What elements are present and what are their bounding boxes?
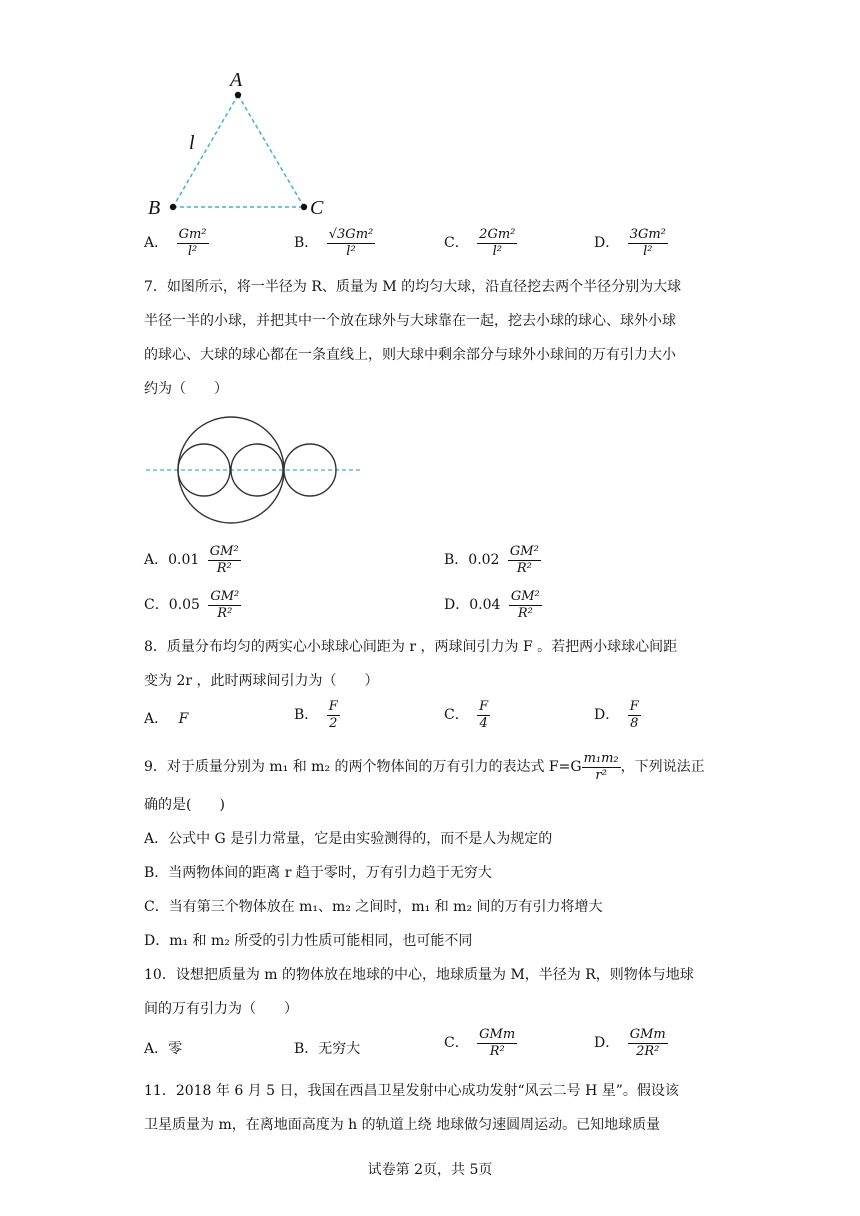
fraction <box>208 590 241 620</box>
q7-option-a[interactable] <box>144 545 241 575</box>
denominator: l² <box>643 243 653 259</box>
denominator: R² <box>216 560 232 576</box>
option-letter: B．0.02 <box>444 552 500 569</box>
option-letter: C． <box>444 1035 469 1052</box>
fraction <box>327 228 375 258</box>
point-b <box>170 204 176 210</box>
q8-option-b[interactable] <box>294 700 340 730</box>
denominator: 2 <box>329 715 338 731</box>
fraction <box>177 228 209 258</box>
q7-line-4: 约为（ ） <box>144 381 228 397</box>
q9-line-2: 确的是( ) <box>144 797 225 813</box>
side-ac <box>238 95 304 207</box>
numerator: F <box>328 699 338 714</box>
point-c <box>301 204 307 210</box>
label-a: A <box>230 69 243 91</box>
option-letter: D． <box>594 235 620 252</box>
numerator: 2Gm² <box>479 227 516 242</box>
q10-option-d[interactable] <box>594 1028 668 1058</box>
q7-option-d[interactable] <box>444 590 542 620</box>
q6-option-c[interactable] <box>444 228 517 258</box>
option-letter: C． <box>444 707 469 724</box>
q6-option-a[interactable] <box>144 228 209 258</box>
page-footer: 试卷第 2页，共 5页 <box>367 1162 493 1178</box>
denominator: 4 <box>479 715 488 731</box>
fraction <box>477 228 517 258</box>
denominator: R² <box>217 605 233 621</box>
fraction <box>508 545 541 575</box>
q9-line-1-tail: ，下列说法正 <box>620 759 705 776</box>
q8-line-1: 8．质量分布均匀的两实心小球球心间距为 r ，两球间引力为 F 。若把两小球球心间距 <box>144 639 678 655</box>
denominator: R² <box>516 560 532 576</box>
point-a <box>235 92 241 98</box>
label-c: C <box>310 197 324 219</box>
q7-line-1: 7．如图所示，将一半径为 R、质量为 M 的均匀大球，沿直径挖去两个半径分别为大球 <box>144 279 682 295</box>
q7-option-c[interactable] <box>144 590 241 620</box>
q11-line-2: 卫星质量为 m，在离地面高度为 h 的轨道上绕 地球做匀速圆周运动。已知地球质量 <box>144 1117 661 1133</box>
q8-line-2: 变为 2r ，此时两球间引力为（ ） <box>144 673 379 689</box>
option-letter: D． <box>594 707 620 724</box>
q11-line-1: 11．2018 年 6 月 5 日，我国在西昌卫星发射中心成功发射“风云二号 H 星”。假设该 <box>144 1083 679 1099</box>
triangle-figure <box>140 66 340 226</box>
label-l: l <box>189 132 195 154</box>
q9-line-1 <box>144 752 705 782</box>
spheres-figure <box>140 412 370 532</box>
denominator: 8 <box>630 715 639 731</box>
fraction <box>628 228 668 258</box>
denominator: 2R² <box>636 1043 660 1059</box>
q10-option-c[interactable] <box>444 1028 517 1058</box>
q7-line-3: 的球心、大球的球心都在一条直线上，则大球中剩余部分与球外小球间的万有引力大小 <box>144 347 676 363</box>
q9-option-b[interactable]: B．当两物体间的距离 r 趋于零时，万有引力趋于无穷大 <box>144 865 492 881</box>
numerator: m₁m₂ <box>583 751 619 766</box>
q8-option-c[interactable] <box>444 700 490 730</box>
q9-option-c[interactable]: C．当有第三个物体放在 m₁、m₂ 之间时，m₁ 和 m₂ 间的万有引力将增大 <box>144 899 603 915</box>
label-b: B <box>148 197 161 219</box>
option-letter: C．0.05 <box>144 597 200 614</box>
numerator: F <box>629 699 639 714</box>
option-letter: A． <box>144 711 169 727</box>
denominator: R² <box>489 1043 505 1059</box>
q6-option-d[interactable] <box>594 228 668 258</box>
denominator: r² <box>595 767 607 783</box>
numerator: √3Gm² <box>328 227 374 242</box>
numerator: GM² <box>209 544 239 559</box>
fraction <box>477 700 490 730</box>
q9-option-a[interactable]: A．公式中 G 是引力常量，它是由实验测得的，而不是人为规定的 <box>144 831 553 847</box>
fraction <box>327 700 340 730</box>
denominator: l² <box>187 243 198 259</box>
option-letter: B． <box>294 707 319 724</box>
option-letter: D． <box>594 1035 620 1052</box>
q10-option-b[interactable]: B．无穷大 <box>294 1041 361 1057</box>
fraction <box>509 590 542 620</box>
denominator: l² <box>346 243 356 259</box>
numerator: GM² <box>210 589 240 604</box>
fraction <box>208 545 241 575</box>
q6-option-b[interactable] <box>294 228 375 258</box>
q7-option-b[interactable] <box>444 545 541 575</box>
denominator: R² <box>517 605 533 621</box>
numerator: GM² <box>509 544 539 559</box>
numerator: GMm <box>629 1027 666 1042</box>
numerator: GM² <box>510 589 540 604</box>
q8-option-a[interactable] <box>144 708 188 728</box>
fraction <box>628 700 641 730</box>
numerator: F <box>479 699 489 714</box>
fraction <box>582 752 621 782</box>
option-letter: B． <box>294 235 319 252</box>
side-ab <box>173 95 238 207</box>
q10-line-2: 间的万有引力为（ ） <box>144 1001 298 1017</box>
option-value: F <box>178 711 189 727</box>
option-letter: D．0.04 <box>444 597 501 614</box>
option-letter: A． <box>144 235 169 252</box>
denominator: l² <box>492 243 502 259</box>
option-letter: C． <box>444 235 469 252</box>
q9-option-d[interactable]: D．m₁ 和 m₂ 所受的引力性质可能相同，也可能不同 <box>144 933 473 949</box>
q10-line-1: 10．设想把质量为 m 的物体放在地球的中心，地球质量为 M，半径为 R，则物体与地球 <box>144 967 694 983</box>
q10-option-a[interactable]: A．零 <box>144 1041 183 1057</box>
option-letter: A．0.01 <box>144 552 200 569</box>
fraction <box>628 1028 668 1058</box>
numerator: Gm² <box>178 227 207 242</box>
fraction <box>477 1028 517 1058</box>
numerator: 3Gm² <box>629 227 666 242</box>
numerator: GMm <box>479 1027 516 1042</box>
q9-line-1-text: 9．对于质量分别为 m₁ 和 m₂ 的两个物体间的万有引力的表达式 F=G <box>144 759 582 776</box>
q8-option-d[interactable] <box>594 700 641 730</box>
q7-line-2: 半径一半的小球，并把其中一个放在球外与大球靠在一起，挖去小球的球心、球外小球 <box>144 313 676 329</box>
